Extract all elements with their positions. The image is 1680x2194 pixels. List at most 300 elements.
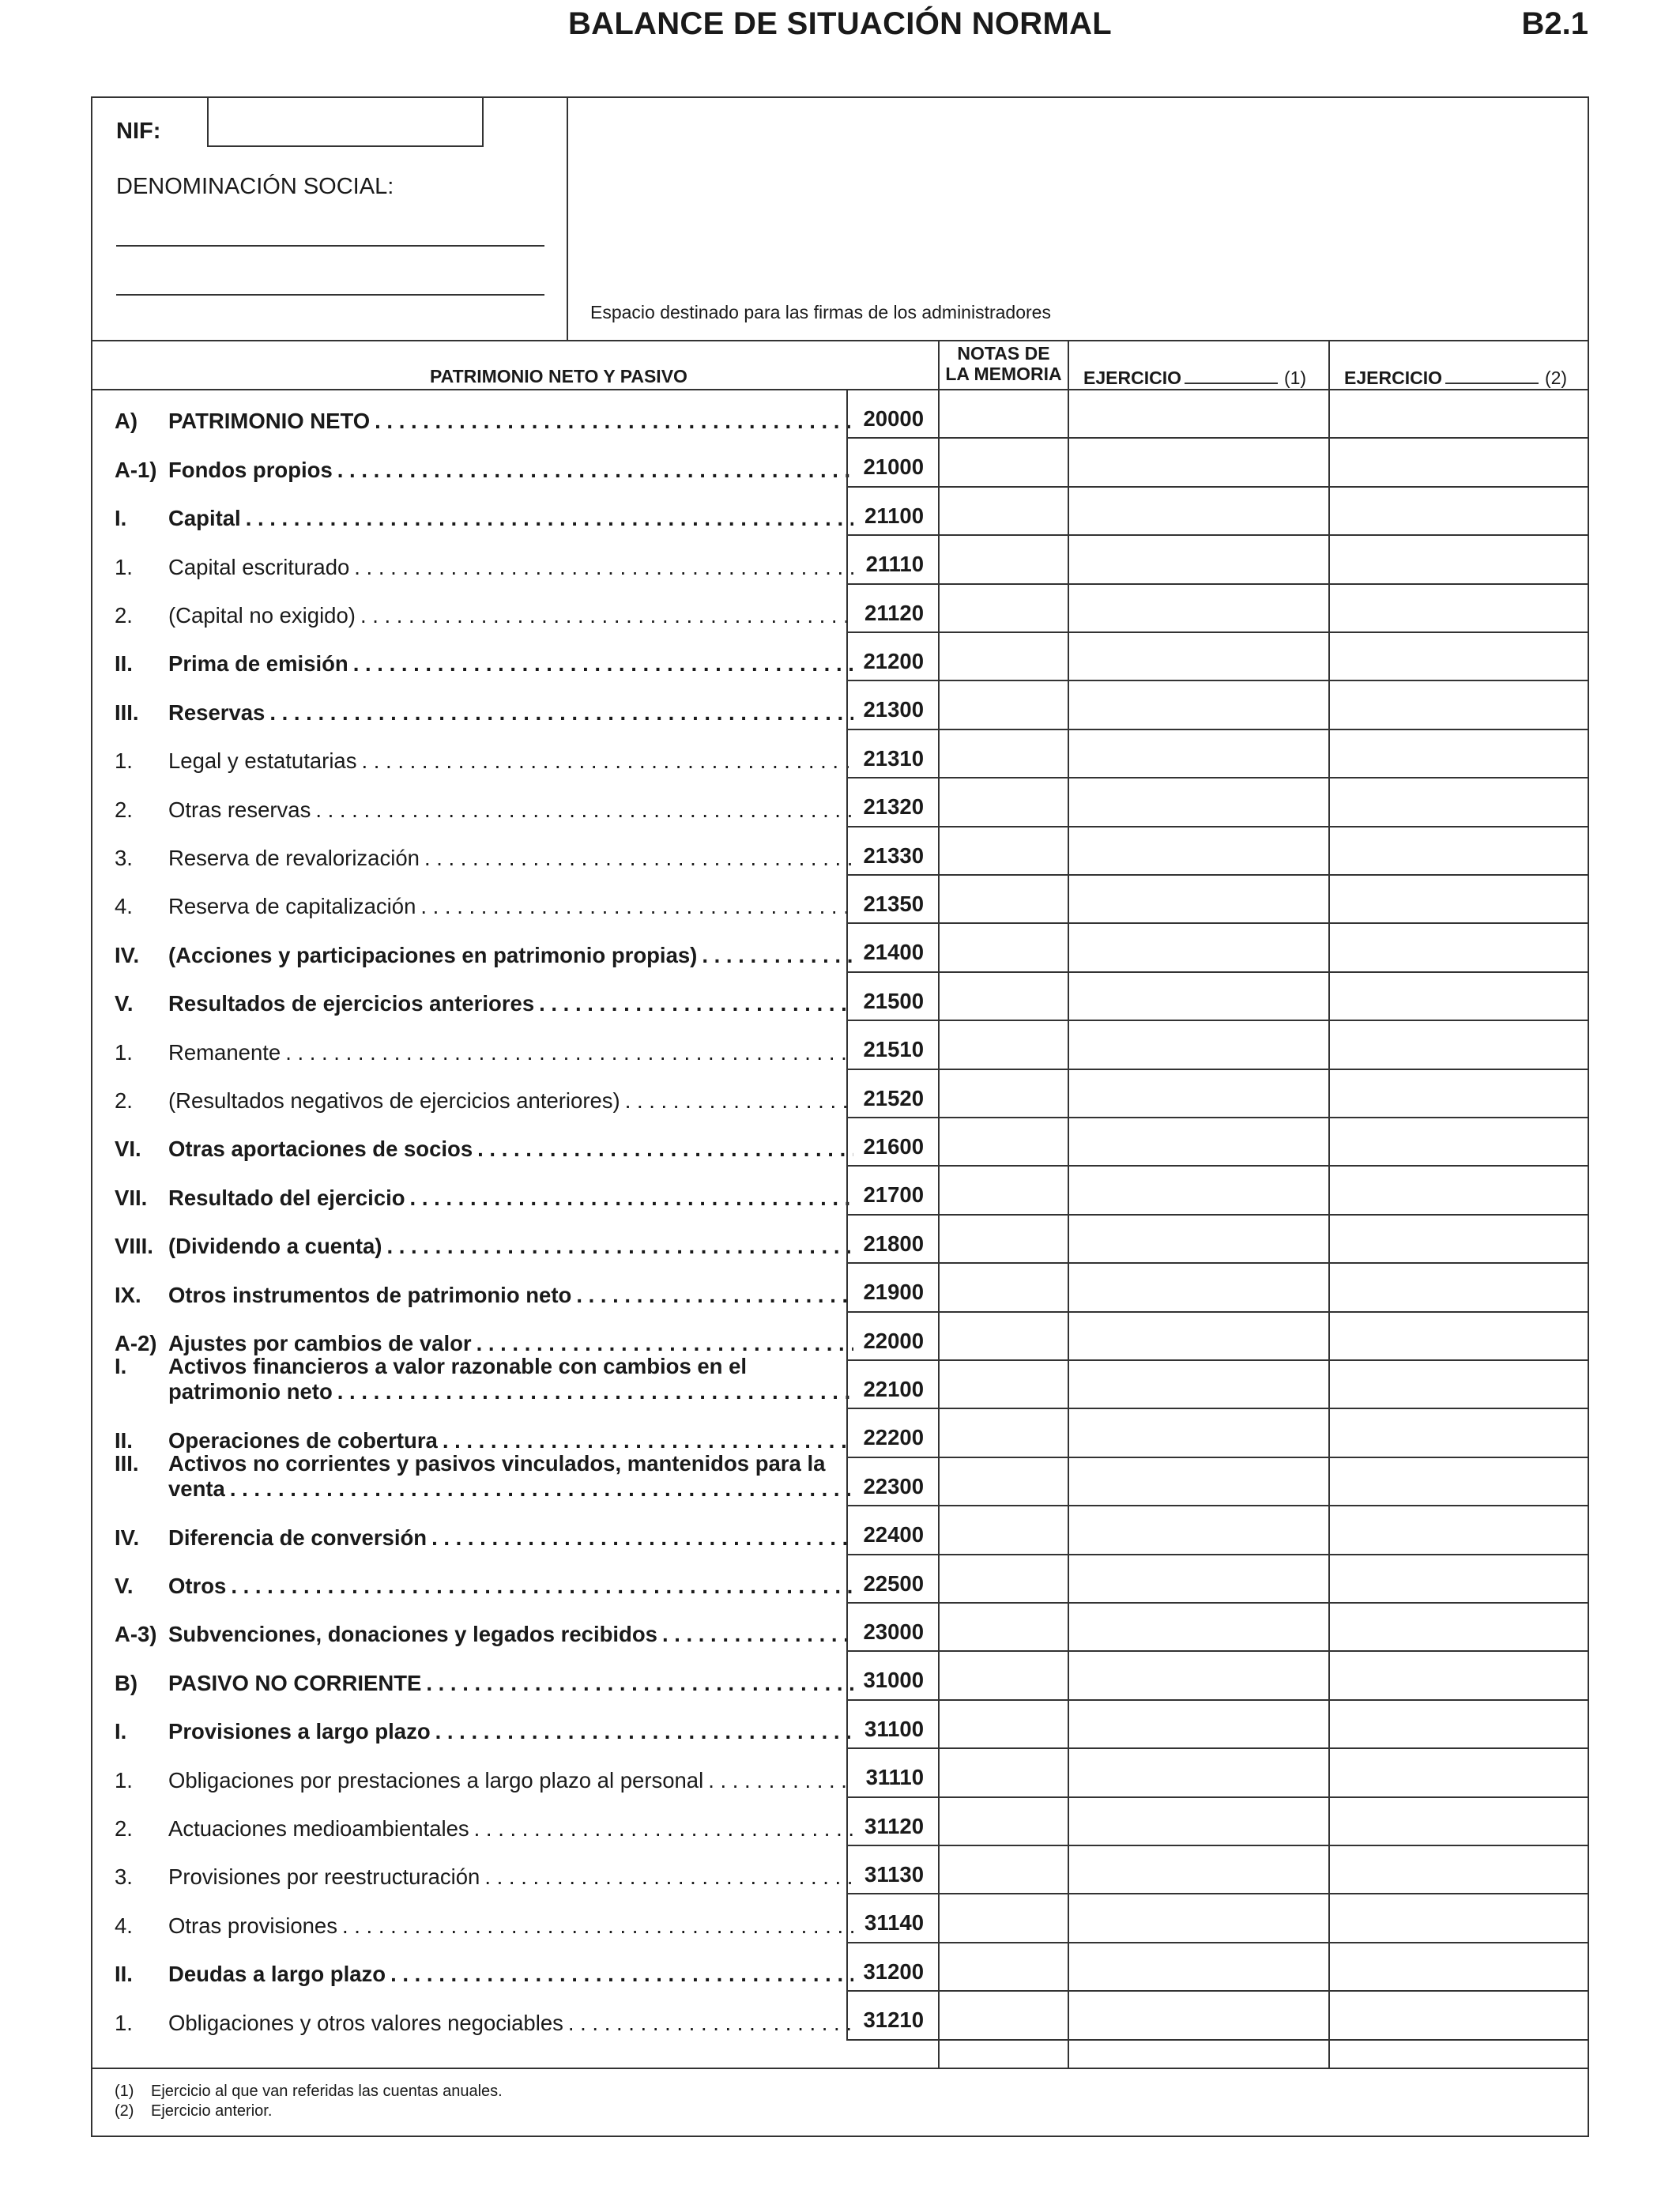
ejercicio-2-cell[interactable] xyxy=(1328,1701,1589,1749)
row-number: 3. xyxy=(115,845,133,870)
table-row xyxy=(92,1798,1588,1846)
ejercicio-2-cell[interactable] xyxy=(1328,1409,1589,1457)
notas-cell[interactable] xyxy=(938,439,1068,487)
leader-dots xyxy=(354,555,853,580)
row-text: Resultados de ejercicios anteriores xyxy=(168,991,535,1016)
notas-cell[interactable] xyxy=(938,778,1068,827)
notas-cell[interactable] xyxy=(938,1167,1068,1215)
row-code: 31140 xyxy=(846,1894,938,1943)
row-code: 21520 xyxy=(846,1070,938,1118)
table-header xyxy=(92,341,1588,390)
leader-dots xyxy=(426,1671,853,1696)
ejercicio-2-cell[interactable] xyxy=(1328,1798,1589,1846)
ejercicio-1-cell[interactable] xyxy=(1068,973,1328,1021)
leader-dots xyxy=(337,1379,853,1404)
table-row xyxy=(92,1894,1588,1943)
notas-cell[interactable] xyxy=(938,585,1068,633)
row-number: 2. xyxy=(115,602,133,628)
row-code: 21700 xyxy=(846,1167,938,1215)
row-label xyxy=(115,1040,853,1065)
row-number: II. xyxy=(115,1962,133,1987)
ejercicio-1-cell[interactable] xyxy=(1068,681,1328,729)
leader-dots xyxy=(662,1622,853,1647)
ejercicio-2-cell[interactable] xyxy=(1328,876,1589,924)
ejercicio-2-cell[interactable] xyxy=(1328,1313,1589,1361)
denominacion-label: DENOMINACIÓN SOCIAL: xyxy=(116,174,394,199)
row-label xyxy=(115,603,853,628)
page-title: BALANCE DE SITUACIÓN NORMAL xyxy=(567,6,1113,41)
row-label xyxy=(115,2011,853,2036)
row-code: 22100 xyxy=(846,1361,938,1409)
row-number: 1. xyxy=(115,2010,133,2035)
row-text: (Dividendo a cuenta) xyxy=(168,1234,382,1259)
ejercicio-1-cell[interactable] xyxy=(1068,1798,1328,1846)
row-label xyxy=(115,409,853,434)
ejercicio-2-year-field[interactable] xyxy=(1445,365,1539,384)
row-code: 20000 xyxy=(846,390,938,439)
ejercicio-1-cell[interactable] xyxy=(1068,1070,1328,1118)
table-row xyxy=(92,1652,1588,1700)
row-number: 4. xyxy=(115,894,133,919)
notas-cell[interactable] xyxy=(938,1118,1068,1167)
row-number: 4. xyxy=(115,1913,133,1938)
nif-input[interactable] xyxy=(207,98,484,147)
leader-dots xyxy=(625,1088,853,1114)
ejercicio-2-cell[interactable] xyxy=(1328,1361,1589,1409)
leader-dots xyxy=(420,894,853,919)
ejercicio-2-cell[interactable] xyxy=(1328,536,1589,584)
ejercicio-1-cell[interactable] xyxy=(1068,1992,1328,2040)
row-number: 3. xyxy=(115,1864,133,1890)
ejercicio-2-cell[interactable] xyxy=(1328,827,1589,876)
row-label xyxy=(115,1186,853,1211)
row-number: 1. xyxy=(115,1767,133,1793)
leader-dots xyxy=(390,1962,853,1987)
row-number: II. xyxy=(115,1427,133,1453)
row-code: 21310 xyxy=(846,730,938,778)
ejercicio-2-cell[interactable] xyxy=(1328,1118,1589,1167)
table-row xyxy=(92,1118,1588,1167)
table-row xyxy=(92,1846,1588,1894)
row-code: 31100 xyxy=(846,1701,938,1749)
notas-cell[interactable] xyxy=(938,1216,1068,1264)
row-code: 23000 xyxy=(846,1604,938,1652)
table-row xyxy=(92,1749,1588,1797)
notas-cell[interactable] xyxy=(938,730,1068,778)
notas-cell[interactable] xyxy=(938,1506,1068,1555)
ejercicio-2-cell[interactable] xyxy=(1328,390,1589,439)
table-row xyxy=(92,681,1588,729)
row-number: VI. xyxy=(115,1137,141,1162)
row-code: 22000 xyxy=(846,1313,938,1361)
row-text: Otras aportaciones de socios xyxy=(168,1137,473,1162)
ejercicio-1-cell[interactable] xyxy=(1068,1167,1328,1215)
row-label xyxy=(115,458,853,483)
leader-dots xyxy=(269,700,853,726)
ejercicio-2-cell[interactable] xyxy=(1328,778,1589,827)
column-header-ejercicio-2 xyxy=(1328,341,1589,389)
notas-cell[interactable] xyxy=(938,1361,1068,1409)
row-code: 21900 xyxy=(846,1264,938,1312)
row-number: III. xyxy=(115,699,139,725)
ejercicio-1-cell[interactable] xyxy=(1068,1361,1328,1409)
row-code: 21510 xyxy=(846,1021,938,1069)
ejercicio-2-cell[interactable] xyxy=(1328,488,1589,536)
row-code: 31000 xyxy=(846,1652,938,1700)
ejercicio-1-label: EJERCICIO xyxy=(1083,368,1181,388)
leader-dots xyxy=(386,1234,853,1259)
row-label xyxy=(115,991,853,1016)
row-label xyxy=(115,1428,853,1453)
ejercicio-1-cell[interactable] xyxy=(1068,1216,1328,1264)
table-row xyxy=(92,536,1588,584)
row-code: 22200 xyxy=(846,1409,938,1457)
table-row xyxy=(92,1506,1588,1555)
row-text: Otras provisiones xyxy=(168,1913,337,1938)
row-number: I. xyxy=(115,1719,127,1744)
row-code: 22300 xyxy=(846,1458,938,1506)
notas-header-line-1: NOTAS DE xyxy=(957,343,1050,364)
leader-dots xyxy=(708,1768,853,1793)
ejercicio-1-cell[interactable] xyxy=(1068,827,1328,876)
ejercicio-1-cell[interactable] xyxy=(1068,633,1328,681)
row-number: I. xyxy=(115,1354,127,1379)
row-code: 21000 xyxy=(846,439,938,487)
column-header-patrimonio: PATRIMONIO NETO Y PASIVO xyxy=(430,366,687,386)
row-code: 21350 xyxy=(846,876,938,924)
ejercicio-1-cell[interactable] xyxy=(1068,924,1328,972)
notas-cell[interactable] xyxy=(938,1846,1068,1894)
footnote-2: (2) Ejercicio anterior. xyxy=(115,2102,273,2120)
ejercicio-1-cell[interactable] xyxy=(1068,1749,1328,1797)
denominacion-field-line-1[interactable] xyxy=(116,245,544,247)
row-label xyxy=(115,846,853,871)
notas-cell[interactable] xyxy=(938,536,1068,584)
row-label xyxy=(115,1525,853,1551)
leader-dots xyxy=(337,458,853,483)
table-row xyxy=(92,1354,1588,1409)
row-text: Otras reservas xyxy=(168,797,311,822)
notas-cell[interactable] xyxy=(938,924,1068,972)
row-text: Ajustes por cambios de valor xyxy=(168,1330,472,1355)
table-row xyxy=(92,1167,1588,1215)
table-row xyxy=(92,1604,1588,1652)
table-row xyxy=(92,1701,1588,1749)
row-label xyxy=(115,1913,853,1939)
ejercicio-1-cell[interactable] xyxy=(1068,1458,1328,1506)
row-code: 21100 xyxy=(846,488,938,536)
row-text: Otros xyxy=(168,1573,227,1598)
row-text: Prima de emisión xyxy=(168,651,348,677)
row-text: Activos financieros a valor razonable con cambios en el xyxy=(168,1354,748,1379)
ejercicio-1-cell[interactable] xyxy=(1068,585,1328,633)
row-number: 2. xyxy=(115,1815,133,1841)
row-label xyxy=(115,1137,853,1162)
notas-cell[interactable] xyxy=(938,681,1068,729)
ejercicio-1-cell[interactable] xyxy=(1068,1652,1328,1700)
row-text: Reservas xyxy=(168,699,266,725)
row-label xyxy=(115,1283,853,1308)
column-header-notas xyxy=(938,341,1068,389)
notas-cell[interactable] xyxy=(938,1458,1068,1506)
row-number: IV. xyxy=(115,1525,140,1550)
notas-cell[interactable] xyxy=(938,1894,1068,1943)
row-text: Deudas a largo plazo xyxy=(168,1962,386,1987)
ejercicio-2-cell[interactable] xyxy=(1328,1894,1589,1943)
table-row xyxy=(92,633,1588,681)
row-text: Legal y estatutarias xyxy=(168,748,357,774)
table-row xyxy=(92,730,1588,778)
row-code: 31110 xyxy=(846,1749,938,1797)
leader-dots xyxy=(484,1864,853,1890)
row-label xyxy=(115,1816,853,1842)
row-text-continued: venta xyxy=(168,1476,225,1502)
notas-cell[interactable] xyxy=(938,1943,1068,1992)
leader-dots xyxy=(361,748,853,774)
leader-dots xyxy=(568,2011,853,2036)
row-label xyxy=(115,1088,853,1114)
ejercicio-2-cell[interactable] xyxy=(1328,1070,1589,1118)
row-text: Diferencia de conversión xyxy=(168,1525,428,1550)
row-number: 1. xyxy=(115,1039,133,1065)
notas-cell[interactable] xyxy=(938,390,1068,439)
row-number: III. xyxy=(115,1451,139,1476)
ejercicio-2-cell[interactable] xyxy=(1328,585,1589,633)
ejercicio-2-cell[interactable] xyxy=(1328,1167,1589,1215)
leader-dots xyxy=(576,1283,853,1308)
ejercicio-1-ref: (1) xyxy=(1283,368,1307,388)
row-text: Fondos propios xyxy=(168,457,333,482)
row-label xyxy=(115,748,853,774)
row-text: Activos no corrientes y pasivos vinculados, mantenidos para la xyxy=(168,1451,826,1476)
row-text-continued: patrimonio neto xyxy=(168,1379,333,1404)
notas-cell[interactable] xyxy=(938,973,1068,1021)
footnote-1: (1) Ejercicio al que van referidas las cuentas anuales. xyxy=(115,2083,503,2100)
ejercicio-1-cell[interactable] xyxy=(1068,390,1328,439)
ejercicio-2-cell[interactable] xyxy=(1328,1506,1589,1555)
ejercicio-1-cell[interactable] xyxy=(1068,730,1328,778)
leader-dots xyxy=(246,506,853,531)
notas-cell[interactable] xyxy=(938,1798,1068,1846)
row-text: Otros instrumentos de patrimonio neto xyxy=(168,1282,572,1307)
row-number: I. xyxy=(115,506,127,531)
leader-dots xyxy=(477,1331,853,1356)
ejercicio-2-cell[interactable] xyxy=(1328,633,1589,681)
row-text: Subvenciones, donaciones y legados recibidos xyxy=(168,1622,657,1647)
row-label xyxy=(115,1962,853,1987)
row-code: 22400 xyxy=(846,1506,938,1555)
row-code: 21320 xyxy=(846,778,938,827)
row-label xyxy=(115,506,853,531)
row-label xyxy=(115,894,853,919)
ejercicio-1-cell[interactable] xyxy=(1068,1894,1328,1943)
ejercicio-2-cell[interactable] xyxy=(1328,1458,1589,1506)
ejercicio-2-cell[interactable] xyxy=(1328,730,1589,778)
row-label xyxy=(115,1451,853,1502)
ejercicio-2-cell[interactable] xyxy=(1328,1846,1589,1894)
notas-cell[interactable] xyxy=(938,876,1068,924)
row-text: (Acciones y participaciones en patrimonio propias) xyxy=(168,942,698,967)
notas-cell[interactable] xyxy=(938,1701,1068,1749)
table-row xyxy=(92,585,1588,633)
row-number: VII. xyxy=(115,1185,148,1210)
table-row xyxy=(92,1021,1588,1069)
row-number: A-3) xyxy=(115,1622,157,1647)
leader-dots xyxy=(285,1040,853,1065)
table-row xyxy=(92,1943,1588,1992)
table-row xyxy=(92,390,1588,439)
notas-cell[interactable] xyxy=(938,1409,1068,1457)
notas-cell[interactable] xyxy=(938,1555,1068,1604)
row-number: 2. xyxy=(115,797,133,822)
row-label xyxy=(115,1574,853,1599)
row-number: VIII. xyxy=(115,1234,153,1259)
row-label xyxy=(115,1864,853,1890)
ejercicio-2-cell[interactable] xyxy=(1328,439,1589,487)
column-header-ejercicio-1 xyxy=(1068,341,1328,389)
ejercicio-1-cell[interactable] xyxy=(1068,1701,1328,1749)
row-text: Obligaciones por prestaciones a largo plazo al personal xyxy=(168,1767,704,1793)
row-label xyxy=(115,1719,853,1744)
table-row xyxy=(92,778,1588,827)
leader-dots xyxy=(435,1719,853,1744)
ejercicio-1-cell[interactable] xyxy=(1068,1264,1328,1312)
notas-cell[interactable] xyxy=(938,488,1068,536)
row-code: 21500 xyxy=(846,973,938,1021)
ejercicio-1-cell[interactable] xyxy=(1068,439,1328,487)
notas-cell[interactable] xyxy=(938,1652,1068,1700)
notas-cell[interactable] xyxy=(938,1992,1068,2040)
leader-dots xyxy=(443,1428,853,1453)
leader-dots xyxy=(342,1913,853,1939)
form-code: B2.1 xyxy=(1521,6,1588,41)
row-number: A) xyxy=(115,409,138,434)
notas-cell[interactable] xyxy=(938,1749,1068,1797)
leader-dots xyxy=(702,943,853,968)
ejercicio-1-cell[interactable] xyxy=(1068,1506,1328,1555)
row-text: Operaciones de cobertura xyxy=(168,1427,438,1453)
row-label xyxy=(115,700,853,726)
row-text: Reserva de capitalización xyxy=(168,894,416,919)
notas-cell[interactable] xyxy=(938,1313,1068,1361)
row-number: IV. xyxy=(115,942,140,967)
notas-cell[interactable] xyxy=(938,1264,1068,1312)
row-code: 21400 xyxy=(846,924,938,972)
ejercicio-1-cell[interactable] xyxy=(1068,1118,1328,1167)
row-number: A-1) xyxy=(115,457,157,482)
ejercicio-2-cell[interactable] xyxy=(1328,924,1589,972)
ejercicio-2-cell[interactable] xyxy=(1328,1604,1589,1652)
row-number: 1. xyxy=(115,748,133,774)
leader-dots xyxy=(353,651,853,677)
notas-cell[interactable] xyxy=(938,827,1068,876)
leader-dots xyxy=(474,1816,853,1842)
row-text: PASIVO NO CORRIENTE xyxy=(168,1670,422,1695)
row-code: 21600 xyxy=(846,1118,938,1167)
denominacion-field-line-2[interactable] xyxy=(116,294,544,296)
ejercicio-1-cell[interactable] xyxy=(1068,876,1328,924)
row-code: 31130 xyxy=(846,1846,938,1894)
ejercicio-2-cell[interactable] xyxy=(1328,1216,1589,1264)
ejercicio-1-cell[interactable] xyxy=(1068,778,1328,827)
ejercicio-1-cell[interactable] xyxy=(1068,1846,1328,1894)
ejercicio-2-cell[interactable] xyxy=(1328,1555,1589,1604)
footnotes xyxy=(115,2082,503,2121)
row-number: II. xyxy=(115,651,133,677)
table-row xyxy=(92,1216,1588,1264)
row-number: A-2) xyxy=(115,1330,157,1355)
ejercicio-2-label: EJERCICIO xyxy=(1344,368,1442,388)
leader-dots xyxy=(360,603,853,628)
ejercicio-1-cell[interactable] xyxy=(1068,1943,1328,1992)
ejercicio-1-year-field[interactable] xyxy=(1185,365,1278,384)
leader-dots xyxy=(410,1186,853,1211)
ejercicio-1-cell[interactable] xyxy=(1068,1313,1328,1361)
leader-dots xyxy=(231,1574,853,1599)
notas-cell[interactable] xyxy=(938,1070,1068,1118)
row-label xyxy=(115,555,853,580)
table-row xyxy=(92,924,1588,972)
row-label xyxy=(115,1622,853,1647)
leader-dots xyxy=(315,797,853,823)
table-row xyxy=(92,827,1588,876)
ejercicio-2-cell[interactable] xyxy=(1328,1749,1589,1797)
table-row xyxy=(92,876,1588,924)
table-row xyxy=(92,1992,1588,2040)
leader-dots xyxy=(375,409,853,434)
ejercicio-1-cell[interactable] xyxy=(1068,1021,1328,1069)
ejercicio-2-cell[interactable] xyxy=(1328,681,1589,729)
table-row xyxy=(92,439,1588,487)
row-number: B) xyxy=(115,1670,138,1695)
identification-section xyxy=(92,98,1588,341)
row-code: 21300 xyxy=(846,681,938,729)
row-label xyxy=(115,1354,853,1404)
leader-dots xyxy=(539,991,853,1016)
ejercicio-2-cell[interactable] xyxy=(1328,1264,1589,1312)
ejercicio-2-cell[interactable] xyxy=(1328,1652,1589,1700)
notas-cell[interactable] xyxy=(938,1021,1068,1069)
row-text: Resultado del ejercicio xyxy=(168,1185,405,1210)
row-number: 2. xyxy=(115,1088,133,1113)
ejercicio-1-cell[interactable] xyxy=(1068,1555,1328,1604)
row-label xyxy=(115,943,853,968)
row-code: 31120 xyxy=(846,1798,938,1846)
ejercicio-2-cell[interactable] xyxy=(1328,973,1589,1021)
row-code: 31210 xyxy=(846,1992,938,2040)
row-label xyxy=(115,1768,853,1793)
ejercicio-2-cell[interactable] xyxy=(1328,1943,1589,1992)
row-label xyxy=(115,651,853,677)
ejercicio-1-cell[interactable] xyxy=(1068,1604,1328,1652)
table-row xyxy=(92,1264,1588,1312)
ejercicio-1-cell[interactable] xyxy=(1068,536,1328,584)
ejercicio-1-cell[interactable] xyxy=(1068,1409,1328,1457)
table-row xyxy=(92,488,1588,536)
row-text: Capital xyxy=(168,506,241,531)
notas-cell[interactable] xyxy=(938,1604,1068,1652)
row-text: Capital escriturado xyxy=(168,554,350,579)
row-text: Provisiones a largo plazo xyxy=(168,1719,431,1744)
table-row xyxy=(92,1451,1588,1506)
ejercicio-2-cell[interactable] xyxy=(1328,1992,1589,2040)
ejercicio-1-cell[interactable] xyxy=(1068,488,1328,536)
ejercicio-2-cell[interactable] xyxy=(1328,1021,1589,1069)
footnotes-divider xyxy=(92,2068,1588,2069)
row-text: Remanente xyxy=(168,1039,281,1065)
notas-cell[interactable] xyxy=(938,633,1068,681)
table-row xyxy=(92,973,1588,1021)
